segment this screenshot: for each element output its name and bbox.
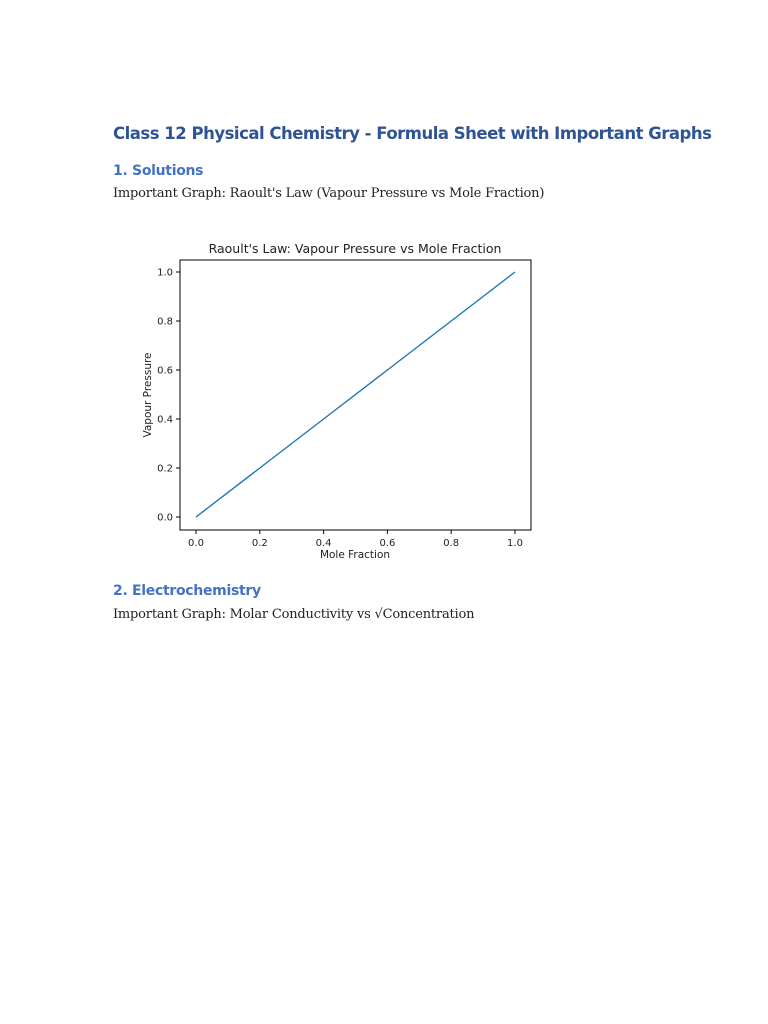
x-tick-label: 0.8 — [443, 538, 460, 549]
x-tick-label: 0.6 — [379, 538, 396, 549]
section-heading-solutions: 1. Solutions — [113, 163, 204, 179]
y-tick-label: 0.6 — [157, 365, 173, 377]
section-text-solutions: Important Graph: Raoult's Law (Vapour Pressure vs Mole Fraction) — [113, 186, 545, 201]
y-tick-label: 0.2 — [157, 463, 173, 475]
chart-title: Raoult's Law: Vapour Pressure vs Mole Fraction — [208, 241, 502, 256]
y-axis-label: Vapour Pressure — [142, 352, 154, 438]
y-tick-label: 1.0 — [157, 267, 173, 279]
raoults-law-chart — [130, 232, 550, 568]
x-axis-label: Mole Fraction — [319, 549, 391, 561]
x-axis-ticks — [188, 530, 523, 549]
y-tick-label: 0.4 — [157, 414, 173, 426]
series-line — [196, 272, 515, 517]
x-tick-label: 0.0 — [188, 538, 204, 549]
section-text-electrochemistry: Important Graph: Molar Conductivity vs √Concentration — [113, 607, 475, 622]
x-tick-label: 0.4 — [315, 538, 332, 549]
x-tick-label: 0.2 — [251, 538, 268, 549]
x-tick-label: 1.0 — [507, 538, 523, 549]
document-title: Class 12 Physical Chemistry - Formula Sheet with Important Graphs — [113, 124, 712, 143]
y-tick-label: 0.8 — [157, 316, 173, 328]
section-heading-electrochemistry: 2. Electrochemistry — [113, 583, 261, 599]
y-tick-label: 0.0 — [157, 512, 173, 524]
y-axis-ticks — [157, 268, 180, 524]
